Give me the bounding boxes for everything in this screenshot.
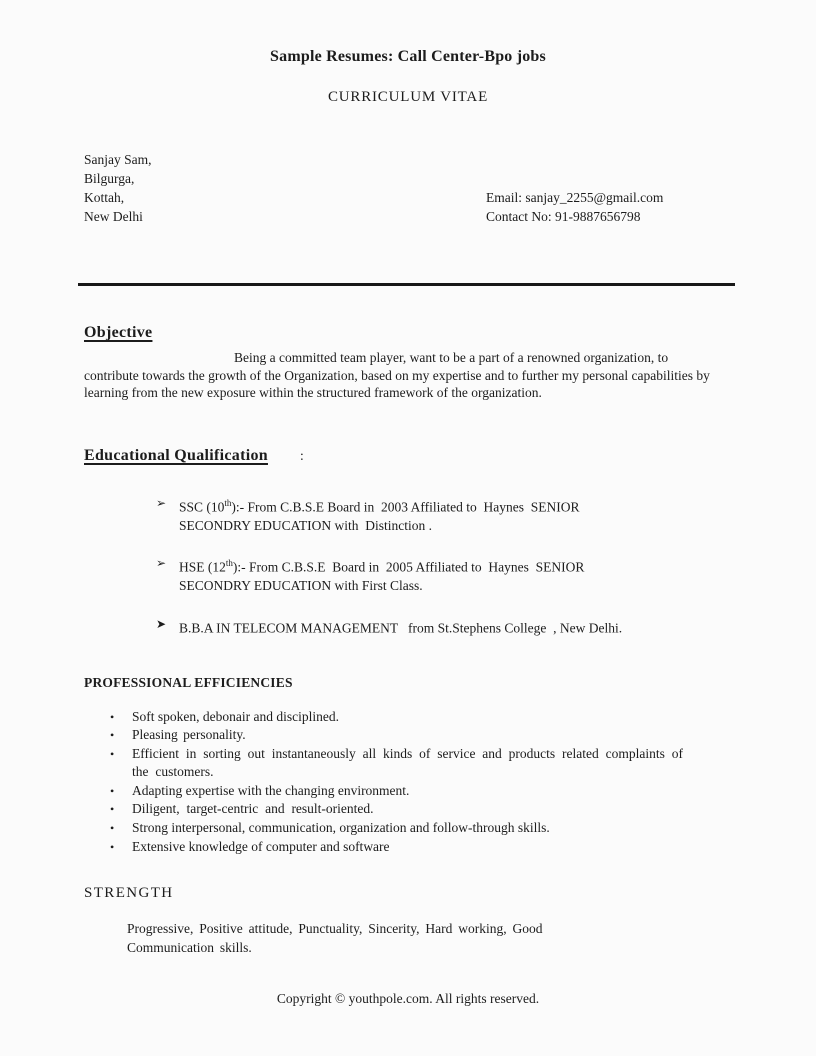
efficiency-item xyxy=(84,819,732,838)
dot-bullet-icon: • xyxy=(110,783,115,798)
education-item-text xyxy=(179,554,649,596)
efficiency-item xyxy=(84,745,732,782)
objective-section xyxy=(84,324,732,402)
efficiency-item xyxy=(84,782,732,801)
education-item-superscript: th xyxy=(225,558,233,568)
page-title: Sample Resumes: Call Center-Bpo jobs xyxy=(270,48,546,65)
efficiencies-section xyxy=(84,675,732,857)
copyright-footer: Copyright © youthpole.com. All rights reserved. xyxy=(276,991,540,1006)
education-item-superscript: th xyxy=(224,497,232,508)
education-heading xyxy=(84,447,732,465)
education-item-post: B.B.A IN TELECOM MANAGEMENT from St.Stephens College , New Delhi. xyxy=(179,620,623,635)
cv-subtitle: CURRICULUM VITAE xyxy=(327,89,489,105)
address-block xyxy=(84,150,816,226)
objective-body: Being a committed team player, want to be a part of a renowned organization, to contribute towards the growth of the Organization, based on my expertise and to further my personal capabilities by learning from the new exposure within the structured framework of the organization. xyxy=(84,350,710,400)
efficiency-item xyxy=(84,726,732,745)
dot-bullet-icon: • xyxy=(110,728,115,743)
objective-heading xyxy=(84,324,732,342)
address-line: New Delhi xyxy=(84,209,143,224)
objective-heading-text: Objective xyxy=(84,324,153,341)
efficiency-item xyxy=(84,838,732,857)
dot-bullet-icon: • xyxy=(110,746,115,761)
efficiencies-list xyxy=(84,708,732,857)
education-heading-colon: : xyxy=(299,447,305,463)
address-line: Sanjay Sam, xyxy=(84,152,152,167)
efficiency-item-text: Efficient in sorting out instantaneously all kinds of service and products related complaints of the customers. xyxy=(132,745,690,780)
phone-line: Contact No: 91-9887656798 xyxy=(486,209,641,224)
education-item xyxy=(84,554,732,596)
efficiency-item-text: Adapting expertise with the changing environment. xyxy=(132,782,410,798)
arrow-bullet-icon: ➢ xyxy=(156,556,167,570)
education-item-post: ):- From C.B.S.E Board in 2003 Affiliated to Haynes SENIOR SECONDRY EDUCATION with Distinction . xyxy=(179,499,583,533)
efficiencies-heading: PROFESSIONAL EFFICIENCIES xyxy=(84,674,293,690)
efficiency-item-text: Strong interpersonal, communication, organization and follow-through skills. xyxy=(132,820,550,836)
efficiency-item-text: Soft spoken, debonair and disciplined. xyxy=(132,708,339,724)
education-heading-text: Educational Qualification xyxy=(84,446,268,464)
education-item-text xyxy=(179,494,649,536)
efficiency-item-text: Diligent, target-centric and result-oriented. xyxy=(132,801,374,817)
arrow-bullet-icon: ➤ xyxy=(156,616,167,631)
address-line: Bilgurga, xyxy=(84,171,135,186)
strength-body: Progressive, Positive attitude, Punctuality, Sincerity, Hard working, Good Communication skills. xyxy=(127,921,543,956)
dot-bullet-icon: • xyxy=(110,709,115,724)
arrow-bullet-icon: ➢ xyxy=(156,495,167,510)
email-line: Email: sanjay_2255@gmail.com xyxy=(486,190,664,205)
education-item-pre: SSC (10 xyxy=(179,499,225,514)
dot-bullet-icon: • xyxy=(110,821,115,836)
education-list xyxy=(84,494,732,638)
contact-info-block xyxy=(486,188,663,226)
efficiency-item-text: Pleasing personality. xyxy=(132,727,246,743)
efficiency-item xyxy=(84,708,732,727)
education-item-text xyxy=(179,615,622,638)
education-item-pre: HSE (12 xyxy=(179,559,226,575)
education-item-post: ):- From C.B.S.E Board in 2005 Affiliated to Haynes SENIOR SECONDRY EDUCATION with First Class. xyxy=(179,559,588,593)
education-section xyxy=(84,447,732,638)
strength-heading: STRENGTH xyxy=(84,885,174,902)
strength-section xyxy=(84,885,732,957)
address-line: Kottah, xyxy=(84,190,125,205)
contact-block xyxy=(0,150,816,226)
horizontal-divider xyxy=(78,283,735,286)
dot-bullet-icon: • xyxy=(110,802,115,817)
efficiency-item-text: Extensive knowledge of computer and software xyxy=(132,838,390,854)
dot-bullet-icon: • xyxy=(110,839,115,854)
education-item xyxy=(84,494,732,536)
efficiency-item xyxy=(84,800,732,819)
education-item xyxy=(84,615,732,638)
